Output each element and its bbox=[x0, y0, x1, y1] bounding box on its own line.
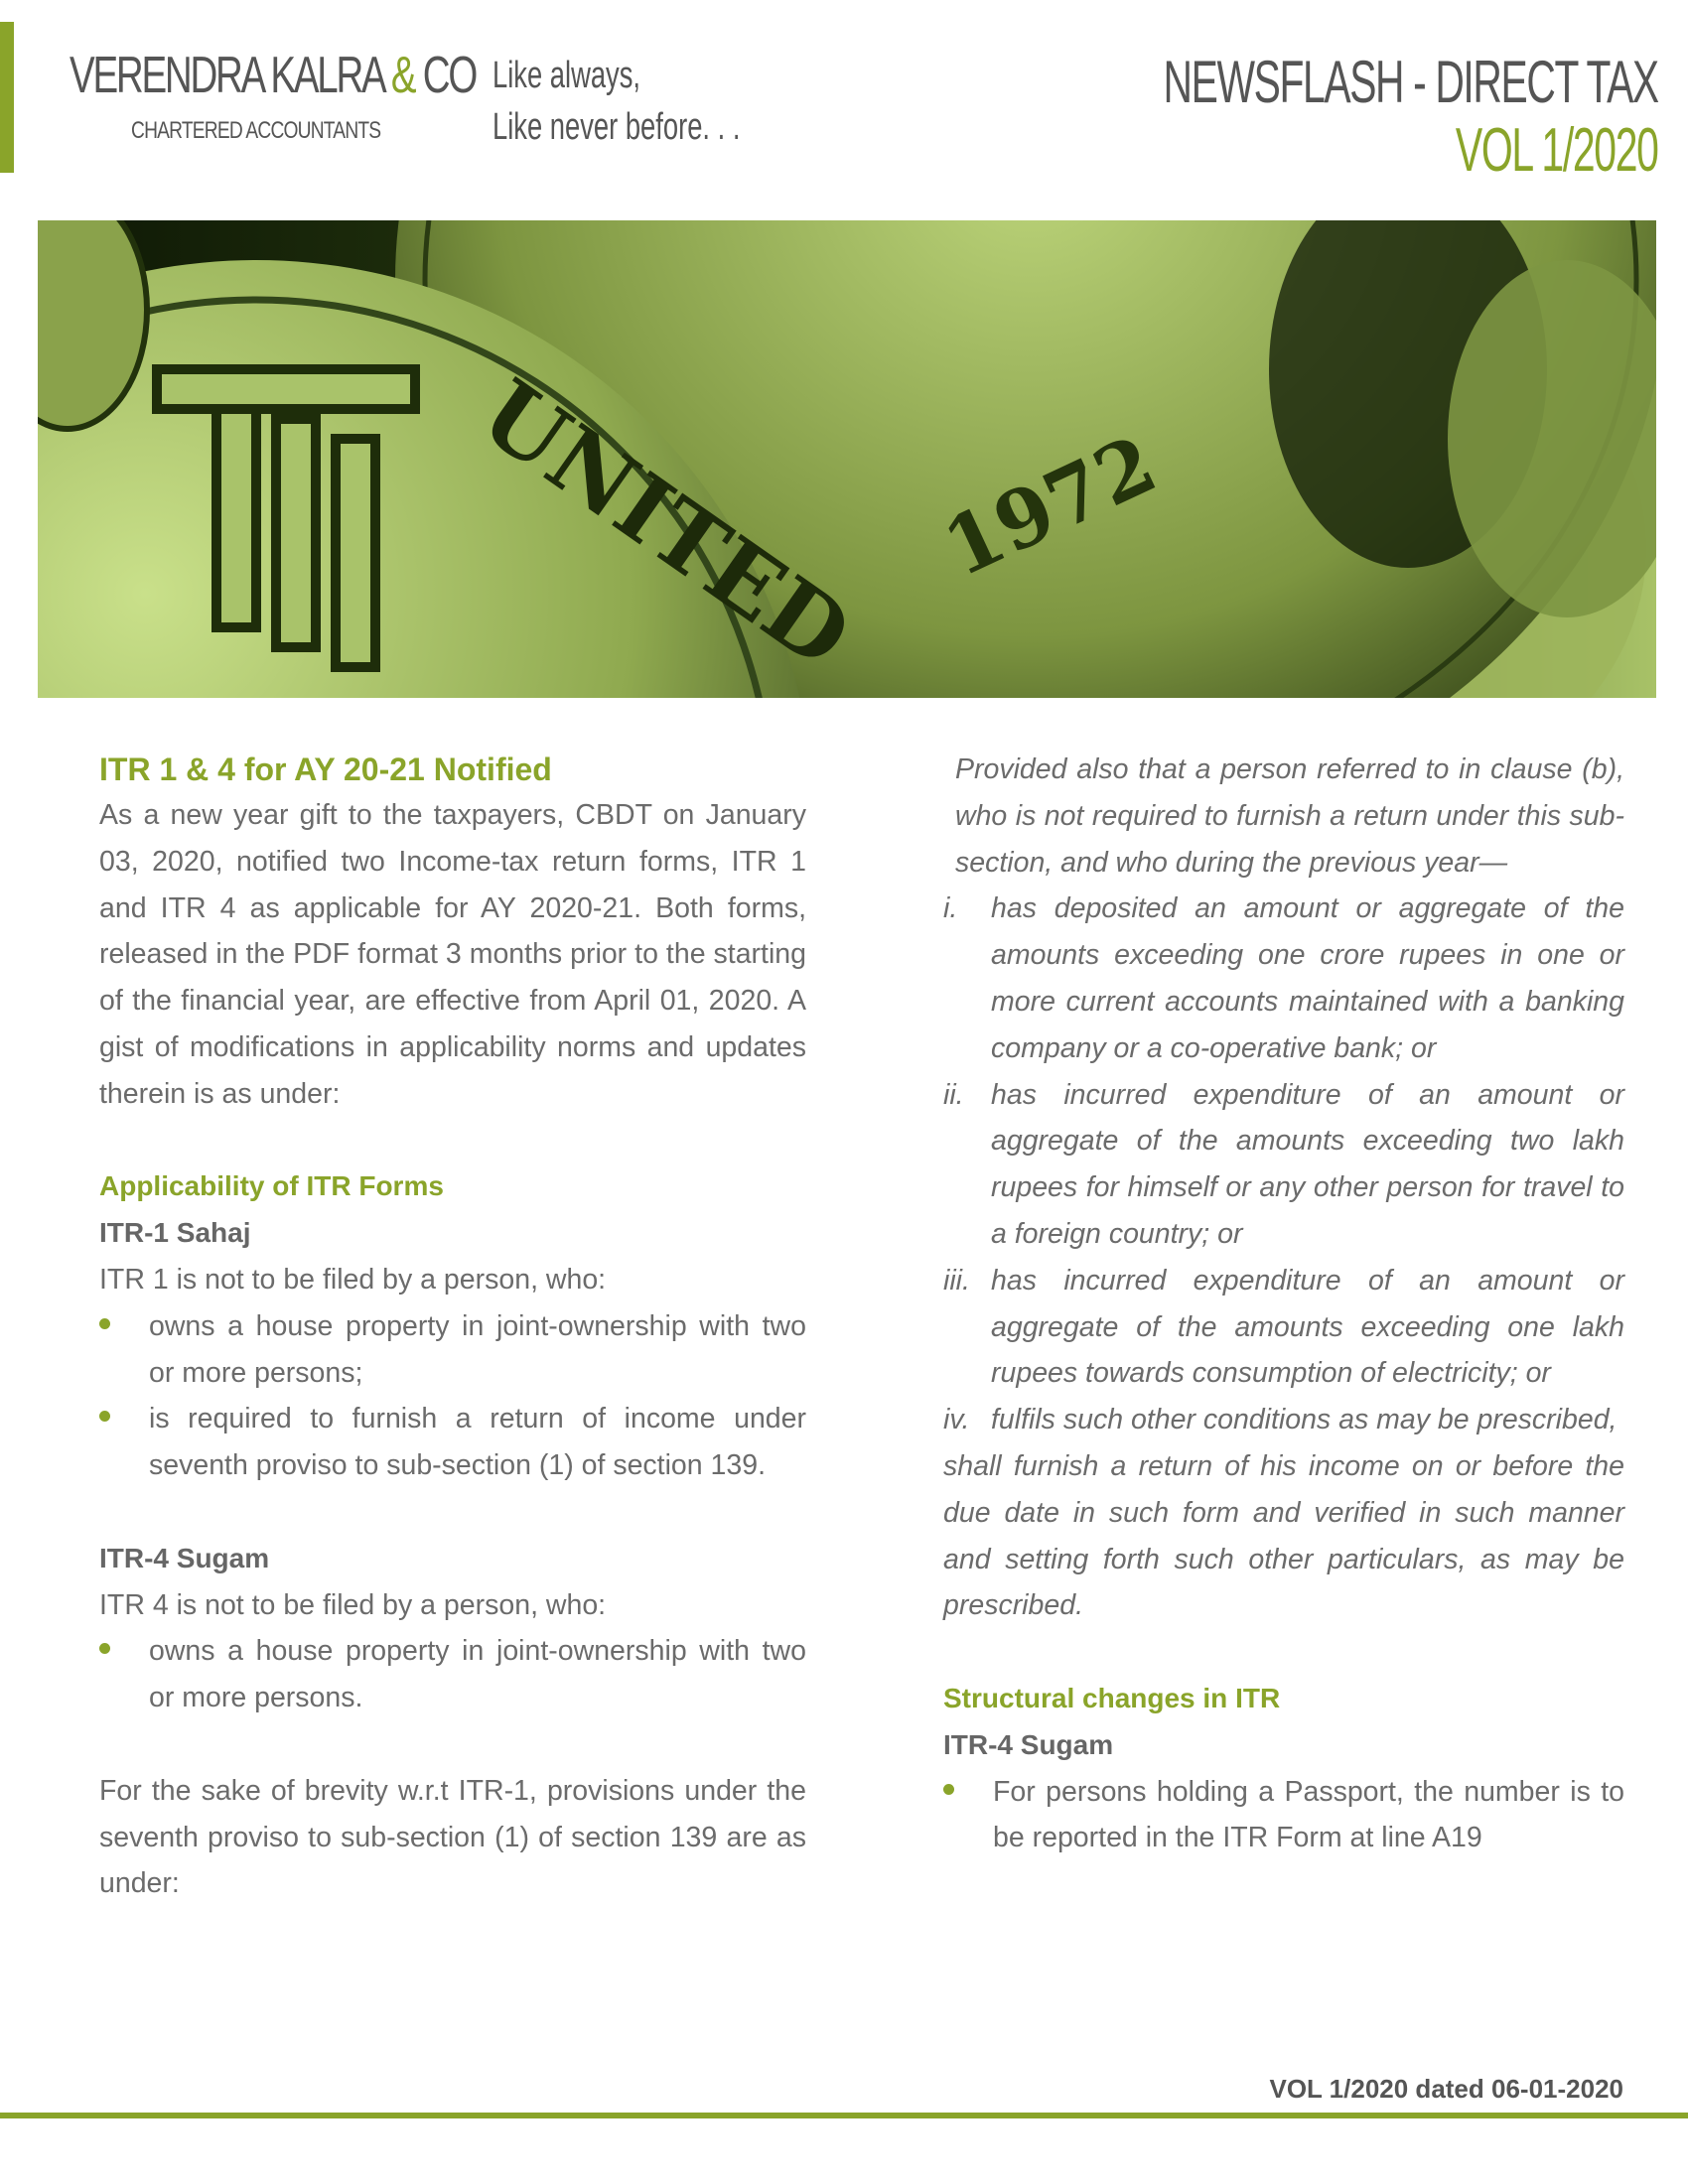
itr4-heading: ITR-4 Sugam bbox=[99, 1542, 270, 1573]
list-item bbox=[943, 886, 1624, 1071]
structural-heading: Structural changes in ITR bbox=[943, 1682, 1281, 1713]
proviso-lead: Provided also that a person referred to in clause (b), who is not required to furnish a return under this sub-section, and who during the previous year— bbox=[955, 753, 1624, 879]
brevity-paragraph: For the sake of brevity w.r.t ITR-1, provisions under the seventh proviso to sub-section (1) of section 139 are as under: bbox=[99, 1774, 806, 1900]
newsflash-title: NEWSFLASH - DIRECT TAX bbox=[1163, 49, 1658, 115]
bullet-icon bbox=[99, 1318, 110, 1329]
list-item-text: fulfils such other conditions as may be prescribed, bbox=[991, 1404, 1618, 1436]
tagline bbox=[492, 50, 740, 153]
list-item-number: iii. bbox=[943, 1264, 970, 1297]
footer-divider bbox=[0, 2113, 1688, 2118]
list-item bbox=[943, 1258, 1624, 1397]
structural-bullet-list bbox=[943, 1769, 1624, 1862]
list-item-text: owns a house property in joint-ownership with two or more persons; bbox=[149, 1309, 806, 1389]
itr1-bullet-list bbox=[99, 1303, 806, 1489]
article-heading: ITR 1 & 4 for AY 20-21 Notified bbox=[99, 751, 552, 787]
accent-bar bbox=[0, 22, 14, 173]
applicability-heading: Applicability of ITR Forms bbox=[99, 1170, 444, 1202]
list-item bbox=[99, 1396, 806, 1489]
bullet-icon bbox=[99, 1411, 110, 1422]
right-column bbox=[943, 747, 1624, 1861]
bullet-icon bbox=[943, 1784, 954, 1795]
list-item-text: has incurred expenditure of an amount or aggregate of the amounts exceeding two lakh rupees for himself or any other person for travel to a foreign country; or bbox=[991, 1078, 1624, 1250]
tagline-line2: Like never before. . . bbox=[492, 106, 741, 148]
itr1-heading: ITR-1 Sahaj bbox=[99, 1217, 251, 1249]
firm-name-amp: & bbox=[390, 47, 415, 104]
banner-coin-year: 1972 bbox=[929, 416, 1170, 596]
list-item bbox=[99, 1628, 806, 1721]
list-item-text: has deposited an amount or aggregate of the amounts exceeding one crore rupees in one or more current accounts maintained with a banking company or a co-operative bank; or bbox=[991, 892, 1624, 1064]
coin-illustration bbox=[38, 220, 1656, 698]
itr1-lead: ITR 1 is not to be filed by a person, who: bbox=[99, 1263, 607, 1296]
tagline-line1: Like always, bbox=[492, 55, 641, 96]
list-item-text: has incurred expenditure of an amount or aggregate of the amounts exceeding one lakh rupees towards consumption of electricity; or bbox=[991, 1264, 1624, 1390]
bullet-icon bbox=[99, 1643, 110, 1654]
list-item-text: owns a house property in joint-ownership with two or more persons. bbox=[149, 1635, 806, 1714]
intro-paragraph: As a new year gift to the taxpayers, CBDT on January 03, 2020, notified two Income-tax return forms, ITR 1 and ITR 4 as applicable for AY 2020-21. Both forms, released in the PDF format 3 months prior to the starting of the financial year, are effective from April 01, 2020. A gist of modifications in applicability norms and updates therein is as under: bbox=[99, 799, 806, 1110]
firm-subtitle: CHARTERED ACCOUNTANTS bbox=[131, 117, 381, 144]
list-item bbox=[943, 1769, 1624, 1862]
newsflash-volume: VOL 1/2020 bbox=[1456, 116, 1658, 185]
list-item bbox=[943, 1072, 1624, 1258]
banner-coin-text: UNITED bbox=[462, 358, 871, 690]
itr4-lead: ITR 4 is not to be filed by a person, who: bbox=[99, 1588, 607, 1621]
proviso-close: shall furnish a return of his income on or before the due date in such form and verified in such manner and setting forth such other particulars, as may be prescribed. bbox=[943, 1449, 1624, 1622]
list-item-number: iv. bbox=[943, 1404, 970, 1436]
list-item-number: i. bbox=[943, 892, 958, 925]
footer-volume-date: VOL 1/2020 dated 06-01-2020 bbox=[1269, 2074, 1623, 2104]
left-column bbox=[99, 747, 806, 1907]
list-item bbox=[99, 1303, 806, 1397]
coin-banner-image bbox=[38, 220, 1656, 698]
list-item bbox=[943, 1397, 1624, 1443]
firm-name-part1: VERENDRA KALRA bbox=[70, 47, 383, 104]
itr4-bullet-list bbox=[99, 1628, 806, 1721]
proviso-list bbox=[943, 886, 1624, 1443]
firm-name-part2: CO bbox=[422, 47, 477, 104]
structural-subheading: ITR-4 Sugam bbox=[943, 1728, 1114, 1760]
list-item-text: For persons holding a Passport, the number is to be reported in the ITR Form at line A19 bbox=[993, 1775, 1624, 1854]
firm-name bbox=[70, 46, 477, 105]
list-item-number: ii. bbox=[943, 1078, 964, 1111]
list-item-text: is required to furnish a return of income under seventh proviso to sub-section (1) of section 139. bbox=[149, 1403, 806, 1482]
